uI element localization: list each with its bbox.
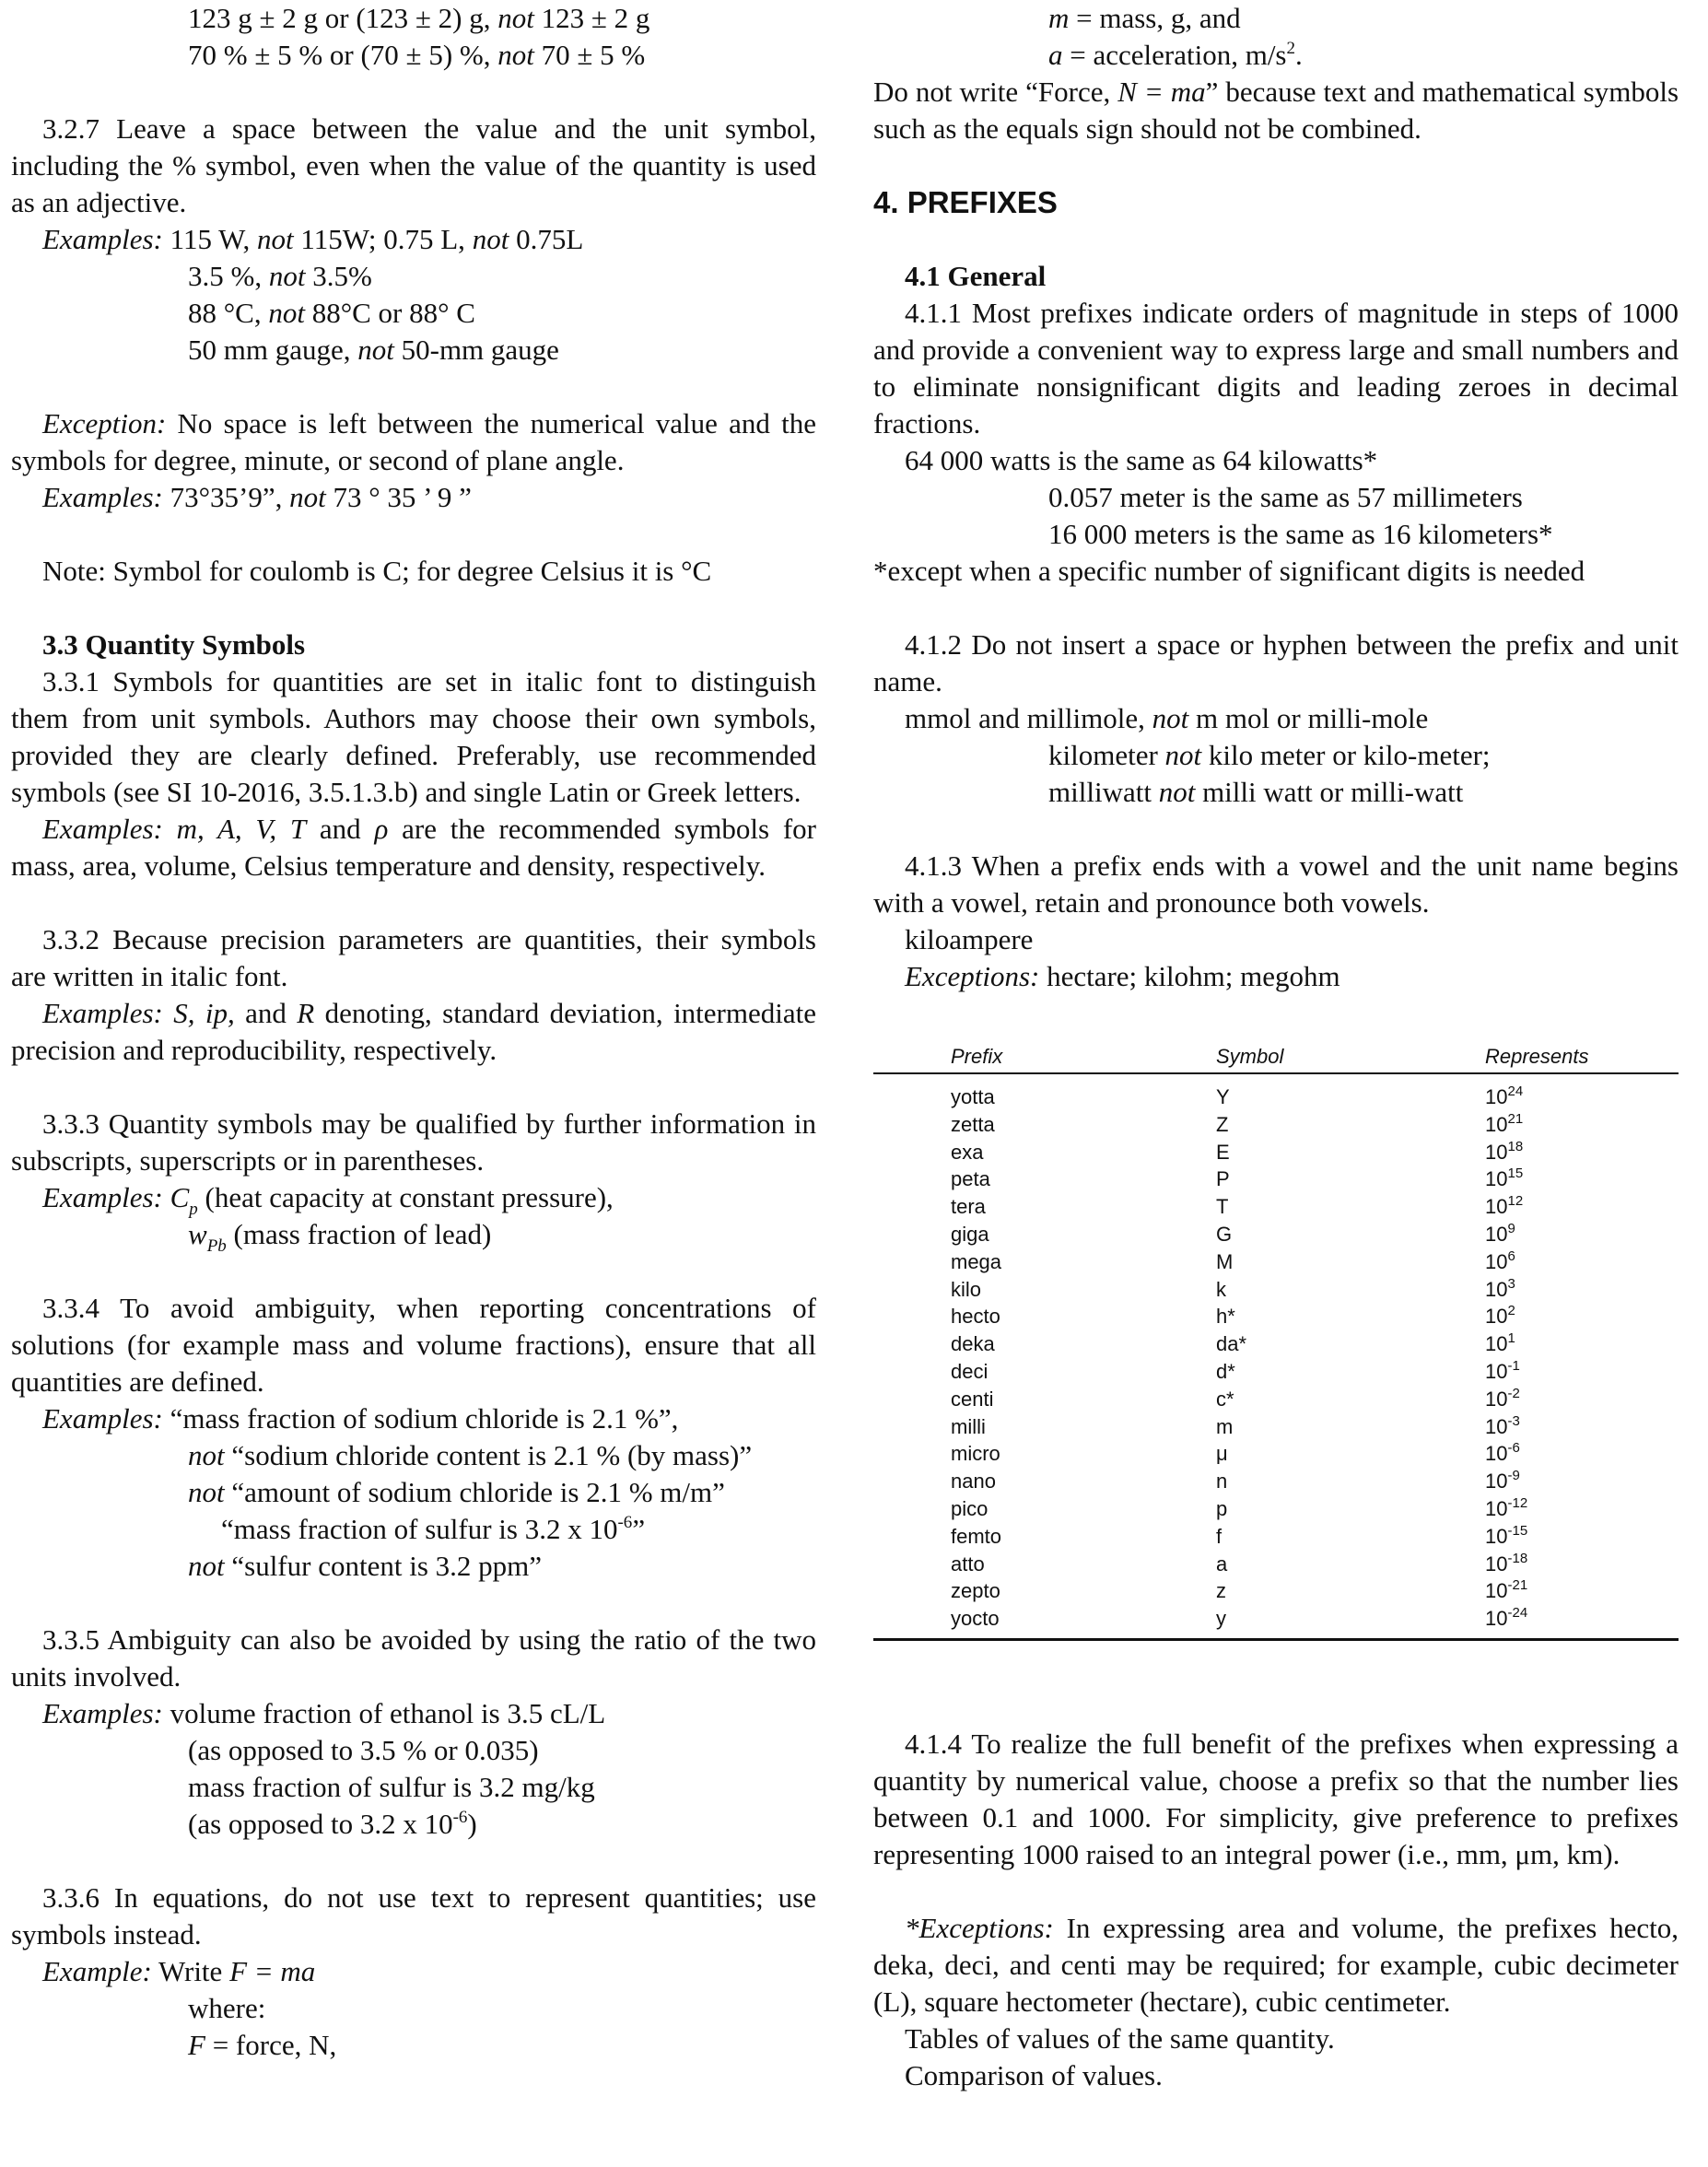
example-paragraph: Examples: m, A, V, T and ρ are the recommended symbols for mass, area, volume, Celsius temperature and density, respectively. xyxy=(11,813,817,882)
paragraph-4-1-4: 4.1.4 To realize the full benefit of the prefixes when expressing a quantity by numerical value, choose a prefix so that the number lies between 0.1 and 1000. For simplicity, give preference to prefixes representing 1000 raised to an integral power (i.e., mm, μm, km). xyxy=(873,1727,1679,1870)
table-row xyxy=(873,1073,1679,1111)
table-row xyxy=(873,1303,1679,1330)
table-header-prefix: Prefix xyxy=(873,1039,1216,1073)
prefix-power xyxy=(1485,1577,1679,1605)
note: Note: Symbol for coulomb is C; for degree Celsius it is °C xyxy=(42,555,712,587)
power-exponent: 24 xyxy=(1507,1084,1524,1099)
power-exponent: 12 xyxy=(1507,1193,1524,1210)
example-line: “mass fraction of sulfur is 3.2 x $10^{-6}$” xyxy=(221,1513,646,1545)
power-base: 10 xyxy=(1485,1277,1508,1301)
power-base: 10 xyxy=(1485,1085,1508,1108)
prefix-power xyxy=(1485,1605,1679,1639)
power-exponent: -12 xyxy=(1507,1494,1528,1511)
table-row xyxy=(873,1248,1679,1276)
example-line: 70 % ± 5 % or (70 ± 5) %, not 70 ± 5 % xyxy=(188,39,646,71)
prefix-name: nano xyxy=(951,1470,996,1493)
prefix-symbol: Z xyxy=(1216,1112,1229,1136)
prefix-table-body xyxy=(873,1073,1679,1639)
example-line: Examples: 115 W, not 115W; 0.75 L, not 0.75L xyxy=(42,223,584,255)
prefix-symbol: T xyxy=(1216,1195,1229,1219)
prefix-symbol: f xyxy=(1216,1524,1223,1548)
example-line: where: xyxy=(188,1992,266,2024)
example-line: not “sulfur content is 3.2 ppm” xyxy=(188,1550,543,1582)
prefix-power xyxy=(1485,1468,1679,1495)
prefix-name: giga xyxy=(951,1222,989,1246)
example-line: mass fraction of sulfur is 3.2 mg/kg xyxy=(188,1771,595,1803)
table-row xyxy=(873,1523,1679,1551)
power-base: 10 xyxy=(1485,1359,1508,1383)
power-base: 10 xyxy=(1485,1140,1508,1164)
prefix-symbol: P xyxy=(1216,1167,1230,1191)
left-column xyxy=(11,0,816,2064)
section-heading-3-3: 3.3 Quantity Symbols xyxy=(42,628,306,661)
example-line: (as opposed to 3.5 % or 0.035) xyxy=(188,1734,539,1766)
closing-line: Comparison of values. xyxy=(905,2058,1163,2091)
prefix-symbol: E xyxy=(1216,1140,1230,1164)
prefix-symbol: G xyxy=(1216,1222,1233,1246)
prefix-name: milli xyxy=(951,1414,986,1438)
power-exponent: -6 xyxy=(1507,1440,1520,1457)
power-exponent: 3 xyxy=(1507,1275,1515,1292)
closing-line: Tables of values of the same quantity. xyxy=(905,2021,1335,2055)
table-row xyxy=(873,1165,1679,1193)
table-row xyxy=(873,1139,1679,1166)
example-line: Examples: “mass fraction of sodium chloride is 2.1 %”, xyxy=(42,1402,679,1435)
example-line: mmol and millimole, not m mol or milli-mole xyxy=(905,702,1429,734)
prefix-symbol: Y xyxy=(1216,1085,1230,1108)
prefix-power xyxy=(1485,1358,1679,1386)
prefix-symbol: da* xyxy=(1216,1332,1247,1356)
prefix-name: centi xyxy=(951,1387,994,1411)
table-row xyxy=(873,1468,1679,1495)
power-base: 10 xyxy=(1485,1579,1508,1603)
example-line: F = force, N, xyxy=(188,2029,337,2061)
example-line: not “amount of sodium chloride is 2.1 % m/m” xyxy=(188,1476,725,1508)
exception-paragraph: Exception: No space is left between the numerical value and the symbols for degree, minute, or second of plane angle. xyxy=(11,407,816,476)
power-exponent: -15 xyxy=(1507,1522,1528,1539)
section-heading-4-1: 4.1 General xyxy=(905,260,1047,292)
prefix-symbol: h* xyxy=(1216,1305,1235,1329)
table-row xyxy=(873,1276,1679,1304)
example-line: Exceptions: hectare; kilohm; megohm xyxy=(905,960,1340,992)
example-line: Examples: $C_p$ (heat capacity at constant pressure), xyxy=(42,1181,614,1219)
paragraph-3-3-5: 3.3.5 Ambiguity can also be avoided by using the ratio of the two units involved. xyxy=(11,1623,816,1693)
example-line: not “sodium chloride content is 2.1 % (by mass)” xyxy=(188,1439,753,1471)
power-exponent: -21 xyxy=(1507,1577,1528,1594)
prefix-power xyxy=(1485,1193,1679,1221)
example-line: $w_{Pb}$ (mass fraction of lead) xyxy=(188,1218,492,1256)
prefix-name: peta xyxy=(951,1167,990,1191)
prefix-power xyxy=(1485,1073,1679,1111)
example-line: Examples: volume fraction of ethanol is 3.5 cL/L xyxy=(42,1697,606,1729)
prefix-symbol: n xyxy=(1216,1470,1228,1493)
paragraph-3-3-3: 3.3.3 Quantity symbols may be qualified by further information in subscripts, superscripts or in parentheses. xyxy=(11,1107,816,1177)
example-line: Examples: 73°35’9”, not 73 ° 35 ’ 9 ” xyxy=(42,481,472,513)
paragraph-3-3-4: 3.3.4 To avoid ambiguity, when reporting concentrations of solutions (for example mass and volume fractions), ensure that all quantities are defined. xyxy=(11,1292,816,1398)
power-base: 10 xyxy=(1485,1112,1508,1136)
prefix-power xyxy=(1485,1330,1679,1358)
power-exponent: 18 xyxy=(1507,1138,1524,1154)
prefix-name: femto xyxy=(951,1524,1002,1548)
prefix-symbol: M xyxy=(1216,1249,1234,1273)
paragraph-4-1-1: 4.1.1 Most prefixes indicate orders of magnitude in steps of 1000 and provide a convenient way to express large and small numbers and to eliminate nonsignificant digits and leading zeroes in decimal fractions. xyxy=(873,297,1679,439)
prefix-symbol: z xyxy=(1216,1579,1226,1603)
example-line: 16 000 meters is the same as 16 kilometers* xyxy=(1048,518,1553,550)
prefix-symbol: y xyxy=(1216,1605,1485,1639)
prefix-symbol: k xyxy=(1216,1277,1226,1301)
power-base: 10 xyxy=(1485,1496,1508,1520)
footnote: *except when a specific number of significant digits is needed xyxy=(873,555,1585,587)
prefix-power xyxy=(1485,1165,1679,1193)
example-line: kilometer not kilo meter or kilo-meter; xyxy=(1048,739,1491,771)
definition-line: m = mass, g, and xyxy=(1048,2,1241,34)
prefix-symbol: d* xyxy=(1216,1359,1235,1383)
power-base: 10 xyxy=(1485,1167,1508,1191)
power-base: 10 xyxy=(1485,1222,1508,1246)
prefix-symbol: m xyxy=(1216,1414,1234,1438)
prefix-name: zetta xyxy=(951,1112,995,1136)
prefix-power xyxy=(1485,1386,1679,1413)
power-base: 10 xyxy=(1485,1305,1508,1329)
power-base: 10 xyxy=(1485,1470,1508,1493)
example-line: (as opposed to 3.2 x $10^{-6}$) xyxy=(188,1808,477,1840)
prefix-power xyxy=(1485,1523,1679,1551)
prefix-power xyxy=(1485,1276,1679,1304)
table-row xyxy=(873,1605,1679,1639)
example-line: 0.057 meter is the same as 57 millimeters xyxy=(1048,481,1523,513)
prefix-name: kilo xyxy=(951,1277,982,1301)
paragraph-3-3-2: 3.3.2 Because precision parameters are quantities, their symbols are written in italic font. xyxy=(11,923,816,992)
power-exponent: 1 xyxy=(1507,1330,1515,1347)
paragraph-3-3-1: 3.3.1 Symbols for quantities are set in italic font to distinguish them from unit symbols. Authors may choose their own symbols, provided they are clearly defined. Preferably, use recommended symbols (see SI 10-2016, 3.5.1.3.b) and single Latin or Greek letters. xyxy=(11,665,816,808)
prefix-symbol: a xyxy=(1216,1552,1228,1575)
prefix-name: yocto xyxy=(873,1605,1216,1639)
power-base: 10 xyxy=(1485,1552,1508,1575)
table-header-represents: Represents xyxy=(1485,1039,1679,1073)
definition-line: a = acceleration, $m/s^2$. xyxy=(1048,39,1303,71)
prefix-name: zepto xyxy=(951,1579,1000,1603)
example-line: 50 mm gauge, not 50-mm gauge xyxy=(188,334,559,366)
power-exponent: -2 xyxy=(1507,1385,1520,1401)
example-line: kiloampere xyxy=(905,923,1034,955)
power-exponent: -24 xyxy=(1507,1605,1528,1622)
example-line: Example: Write F = ma xyxy=(42,1955,316,1987)
prefix-power xyxy=(1485,1413,1679,1441)
power-base: 10 xyxy=(1485,1607,1508,1631)
prefix-power xyxy=(1485,1495,1679,1523)
table-row xyxy=(873,1495,1679,1523)
prefix-name: exa xyxy=(951,1140,984,1164)
table-row xyxy=(873,1330,1679,1358)
table-row xyxy=(873,1577,1679,1605)
power-exponent: 9 xyxy=(1507,1220,1515,1236)
power-exponent: 6 xyxy=(1507,1247,1515,1264)
prefix-power xyxy=(1485,1111,1679,1139)
table-row xyxy=(873,1193,1679,1221)
right-column xyxy=(873,0,1679,2094)
table-row xyxy=(873,1551,1679,1578)
table-row xyxy=(873,1111,1679,1139)
prefix-name: hecto xyxy=(951,1305,1000,1329)
paragraph-3-3-6: 3.3.6 In equations, do not use text to represent quantities; use symbols instead. xyxy=(11,1881,816,1950)
table-row xyxy=(873,1221,1679,1248)
power-base: 10 xyxy=(1485,1414,1508,1438)
power-base: 10 xyxy=(1485,1195,1508,1219)
paragraph-3-2-7: 3.2.7 Leave a space between the value and the unit symbol, including the % symbol, even when the value of the quantity is used as an adjective. xyxy=(11,112,816,218)
force-paragraph: Do not write “Force, N = ma” because text and mathematical symbols such as the equals sign should not be combined. xyxy=(873,76,1679,145)
prefix-name: yotta xyxy=(951,1085,995,1108)
section-heading-4: 4. PREFIXES xyxy=(873,185,1058,219)
paragraph-4-1-3: 4.1.3 When a prefix ends with a vowel and the unit name begins with a vowel, retain and pronounce both vowels. xyxy=(873,849,1679,919)
prefix-name: deka xyxy=(951,1332,995,1356)
table-header-symbol: Symbol xyxy=(1216,1039,1485,1073)
power-exponent: 15 xyxy=(1507,1165,1524,1182)
prefix-name: tera xyxy=(951,1195,986,1219)
prefix-symbol: p xyxy=(1216,1496,1228,1520)
prefix-power xyxy=(1485,1248,1679,1276)
paragraph-4-1-2: 4.1.2 Do not insert a space or hyphen between the prefix and unit name. xyxy=(873,628,1679,697)
table-row xyxy=(873,1413,1679,1441)
power-exponent: -9 xyxy=(1507,1468,1520,1484)
prefix-name: atto xyxy=(951,1552,985,1575)
prefix-symbol: μ xyxy=(1216,1442,1228,1466)
exceptions-paragraph: *Exceptions: In expressing area and volume, the prefixes hecto, deka, deci, and centi may be required; for example, cubic decimeter (L), square hectometer (hectare), cubic centimeter. xyxy=(873,1911,1679,2018)
prefix-name: mega xyxy=(951,1249,1002,1273)
power-exponent: -1 xyxy=(1507,1357,1520,1374)
table-row xyxy=(873,1386,1679,1413)
power-exponent: -18 xyxy=(1507,1550,1528,1566)
prefix-power xyxy=(1485,1551,1679,1578)
example-line: milliwatt not milli watt or milli-watt xyxy=(1048,776,1464,808)
power-exponent: 2 xyxy=(1507,1303,1515,1319)
prefix-name: pico xyxy=(951,1496,989,1520)
power-exponent: 21 xyxy=(1507,1110,1524,1127)
power-base: 10 xyxy=(1485,1442,1508,1466)
example-line: 3.5 %, not 3.5% xyxy=(188,260,372,292)
prefix-table xyxy=(873,1039,1679,1641)
table-row xyxy=(873,1440,1679,1468)
prefix-name: deci xyxy=(951,1359,989,1383)
prefix-name: micro xyxy=(951,1442,1000,1466)
example-line: 123 g ± 2 g or (123 ± 2) g, not 123 ± 2 g xyxy=(188,2,650,34)
prefix-symbol: c* xyxy=(1216,1387,1234,1411)
prefix-power xyxy=(1485,1303,1679,1330)
power-base: 10 xyxy=(1485,1249,1508,1273)
table-row xyxy=(873,1358,1679,1386)
example-line: 88 °C, not 88°C or 88° C xyxy=(188,297,475,329)
power-base: 10 xyxy=(1485,1332,1508,1356)
power-base: 10 xyxy=(1485,1524,1508,1548)
example-paragraph: Examples: S, ip, and R denoting, standard deviation, intermediate precision and reproducibility, respectively. xyxy=(11,997,816,1066)
prefix-power xyxy=(1485,1221,1679,1248)
power-base: 10 xyxy=(1485,1387,1508,1411)
prefix-power xyxy=(1485,1139,1679,1166)
example-line: 64 000 watts is the same as 64 kilowatts* xyxy=(905,444,1378,476)
prefix-power xyxy=(1485,1440,1679,1468)
power-exponent: -3 xyxy=(1507,1412,1520,1429)
